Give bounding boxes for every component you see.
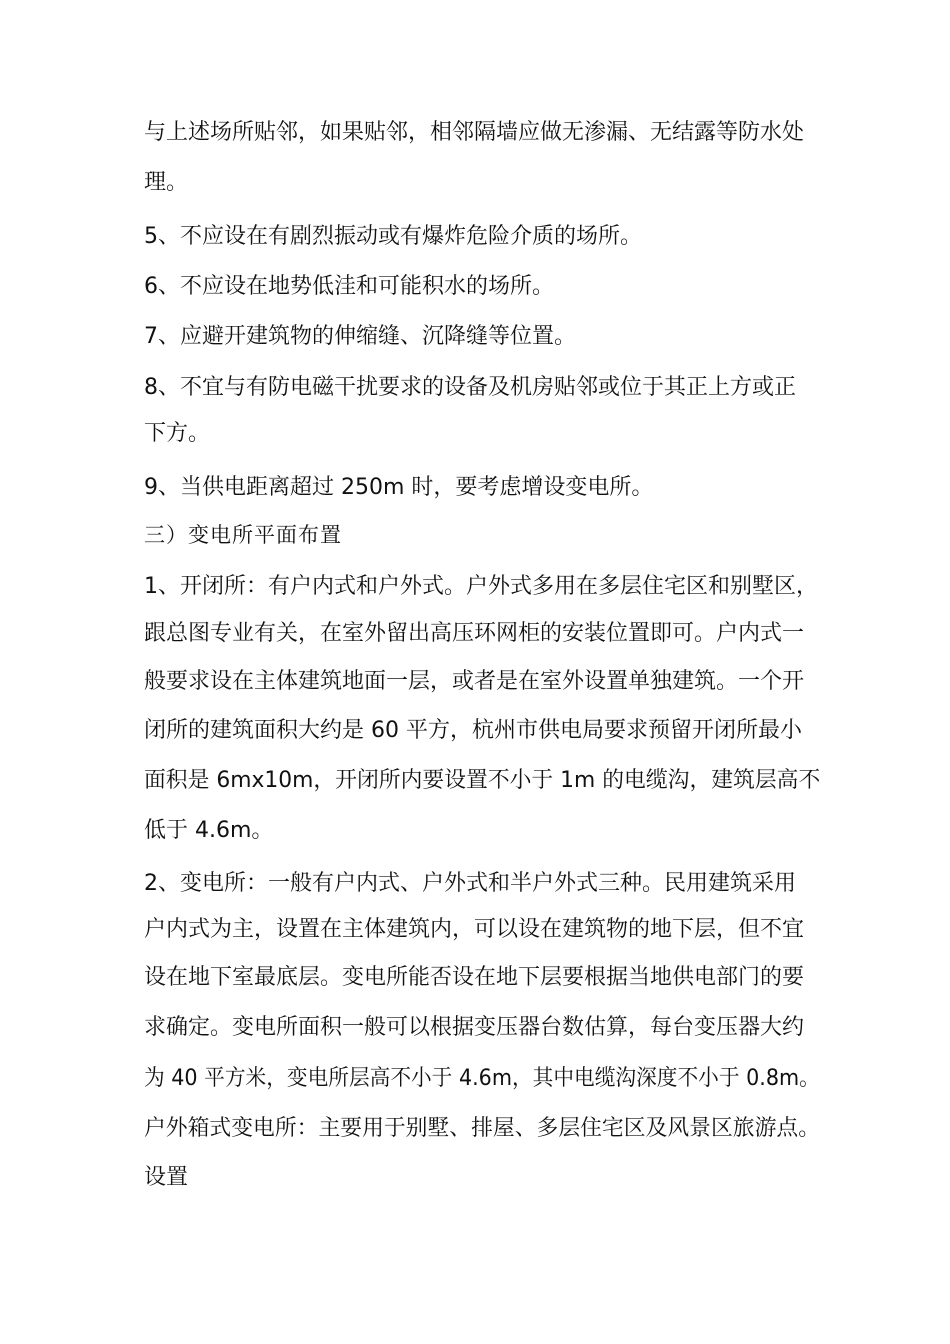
paragraph-2-line: 户内式为主，设置在主体建筑内，可以设在建筑物的地下层，但不宜: [144, 917, 805, 942]
list-item-8: 8、不宜与有防电磁干扰要求的设备及机房贴邻或位于其正上方或正: [144, 375, 796, 400]
text-line: 理。: [144, 170, 189, 195]
paragraph-2-line: 求确定。变电所面积一般可以根据变压器台数估算，每台变压器大约: [144, 1015, 805, 1040]
paragraph-2-line: 设在地下室最底层。变电所能否设在地下层要根据当地供电部门的要: [144, 965, 805, 990]
paragraph-1-line: 面积是 6mx10m，开闭所内要设置不小于 1m 的电缆沟，建筑层高不: [144, 768, 821, 793]
paragraph-2-line: 设置: [144, 1165, 189, 1190]
paragraph-2-line: 为 40 平方米，变电所层高不小于 4.6m，其中电缆沟深度不小于 0.8m。: [144, 1066, 820, 1091]
paragraph-1-line: 低于 4.6m。: [144, 818, 274, 843]
paragraph-1-line: 般要求设在主体建筑地面一层，或者是在室外设置单独建筑。一个开: [144, 669, 805, 694]
text-line: 下方。: [144, 421, 211, 446]
list-item-9: 9、当供电距离超过 250m 时，要考虑增设变电所。: [144, 475, 654, 500]
list-item-5: 5、不应设在有剧烈振动或有爆炸危险介质的场所。: [144, 224, 642, 249]
list-item-6: 6、不应设在地势低洼和可能积水的场所。: [144, 274, 554, 299]
text-line: 与上述场所贴邻，如果贴邻，相邻隔墙应做无渗漏、无结露等防水处: [144, 120, 805, 145]
paragraph-1-line: 闭所的建筑面积大约是 60 平方，杭州市供电局要求预留开闭所最小: [144, 718, 802, 743]
paragraph-2-line: 户外箱式变电所：主要用于别墅、排屋、多层住宅区及风景区旅游点。: [144, 1116, 821, 1141]
section-heading: 三）变电所平面布置: [144, 523, 342, 547]
list-item-7: 7、应避开建筑物的伸缩缝、沉降缝等位置。: [144, 324, 576, 349]
paragraph-1-line: 1、开闭所：有户内式和户外式。户外式多用在多层住宅区和别墅区，: [144, 574, 818, 599]
paragraph-2-line: 2、变电所：一般有户内式、户外式和半户外式三种。民用建筑采用: [144, 871, 796, 896]
paragraph-1-line: 跟总图专业有关，在室外留出高压环网柜的安装位置即可。户内式一: [144, 621, 805, 646]
